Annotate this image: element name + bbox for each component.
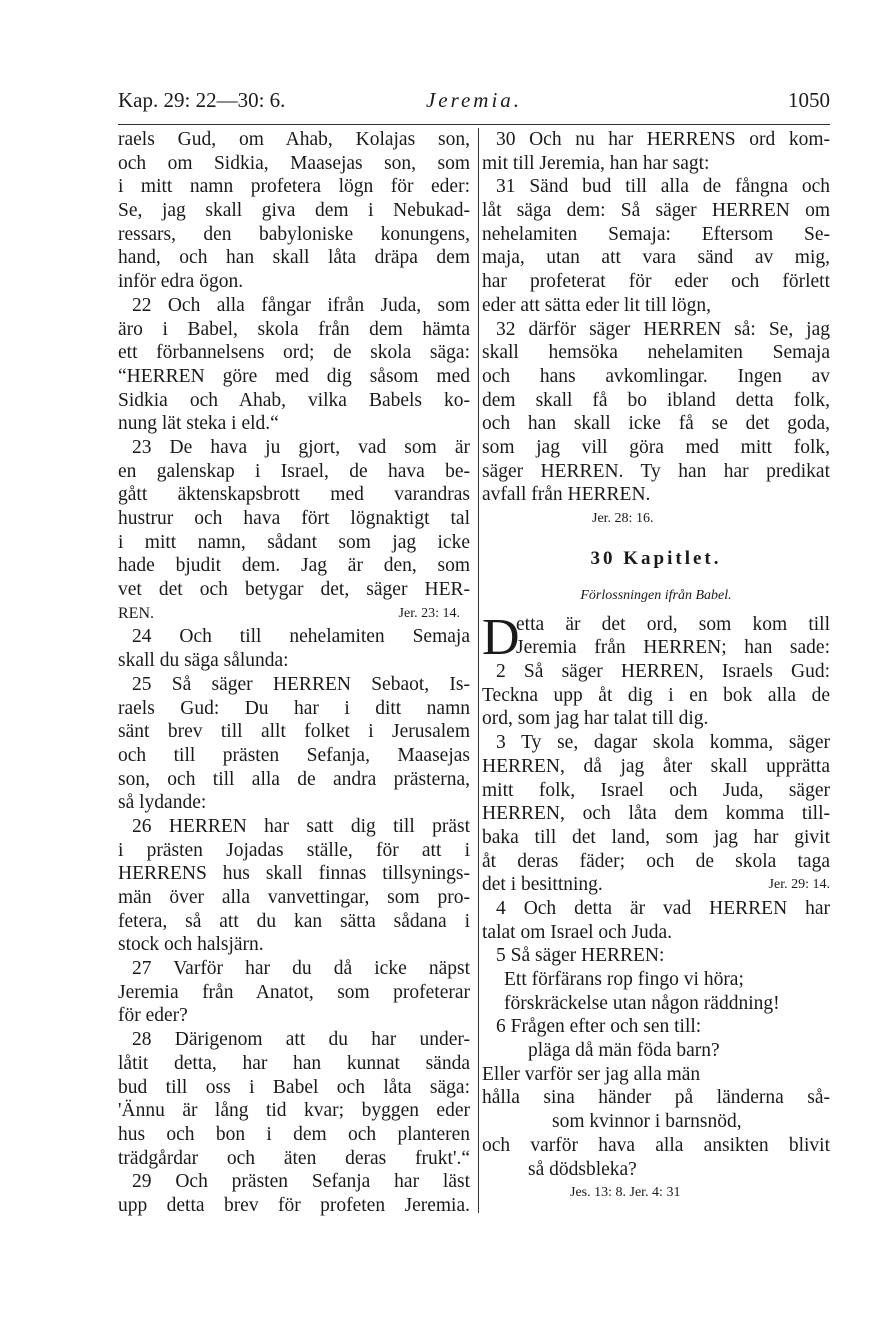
text-line: och varför hava alla ansikten blivit — [482, 1134, 830, 1156]
text-line: sänt brev till allt folket i Jerusalem — [118, 721, 470, 743]
text-line: etta är det ord, som kom till — [516, 613, 830, 635]
text-line: Ett förfärans rop fingo vi höra; — [504, 969, 744, 990]
text-line: son, och till alla de andra prästerna, — [118, 768, 470, 790]
text-line: och om Sidkia, Maasejas son, som — [118, 152, 470, 174]
text-line: mit till Jeremia, han har sagt: — [482, 152, 710, 174]
text-line: 27 Varför har du då icke näpst — [132, 958, 470, 980]
text-line: säger HERREN. Ty han har predikat — [482, 460, 830, 482]
text-line: 22 Och alla fångar ifrån Juda, som — [132, 294, 470, 316]
text-line: inför edra ögon. — [118, 271, 244, 293]
text-line: fetera, så att du kan sätta sådana i — [118, 910, 470, 932]
left-column — [118, 128, 470, 1218]
verse-block-4-5 — [482, 897, 830, 968]
text-line: trädgårdar och äten deras frukt'.“ — [118, 1147, 470, 1169]
text-line: raels Gud, om Ahab, Kolajas son, — [118, 129, 470, 150]
cross-reference: Jer. 28: 16. — [592, 511, 654, 526]
text-line: 6 Frågen efter och sen till: — [496, 1016, 702, 1038]
text-line: eder att sätta eder lit till lögn, — [482, 294, 712, 316]
text-line: upp detta brev för profeten Jeremia. — [118, 1194, 470, 1216]
page-number: 1050 — [788, 88, 830, 112]
text-line: förskräckelse utan någon räddning! — [504, 992, 780, 1014]
text-line: 30 Och nu har HERRENS ord kom- — [496, 129, 830, 150]
text-line: som kvinnor i barnsnöd, — [552, 1111, 742, 1133]
text-line: och han skall icke få se det goda, — [482, 413, 830, 435]
text-line: en galenskap i Israel, de hava be- — [118, 460, 470, 482]
text-line: stock och halsjärn. — [118, 934, 264, 956]
text-line: 2 Så säger HERREN, Israels Gud: — [496, 661, 830, 683]
text-line: så dödsbleka? — [528, 1158, 637, 1180]
text-line: 28 Därigenom att du har under- — [132, 1029, 470, 1051]
text-line: åt deras fäder; och de skola taga — [482, 850, 830, 872]
chapter-reference: Kap. 29: 22—30: 6. — [118, 88, 286, 112]
text-line: gått äktenskapsbrott med varandras — [118, 484, 470, 506]
text-line: dem skall få bo ibland detta folk, — [482, 389, 830, 411]
text-line: hade bjudit dem. Jag är den, som — [118, 555, 470, 577]
text-line: Jeremia från HERREN; han sade: — [516, 637, 830, 659]
text-line: Se, jag skall giva dem i Nebukad- — [118, 200, 470, 222]
text-line: äro i Babel, skola från dem hämta — [118, 318, 470, 340]
text-line: 32 därför säger HERREN så: Se, jag — [496, 318, 830, 340]
text-line: Teckna upp åt dig i en bok alla de — [482, 684, 830, 706]
text-line: mitt folk, Israel och Juda, säger — [482, 779, 830, 801]
text-line: ett förbannelsens ord; de skola säga: — [118, 342, 470, 364]
text-line: i prästen Jojadas ställe, för att i — [118, 839, 470, 861]
text-fragment: REN. — [118, 604, 154, 622]
text-line: vet det och betygar det, säger HER- — [118, 579, 470, 601]
text-line: maja, utan att vara sänd av mig, — [482, 247, 830, 269]
right-column — [482, 128, 830, 1205]
text-line: har profeterat för eder och förlett — [482, 271, 830, 293]
text-line: 'Ännu är lång tid kvar; byggen eder — [118, 1100, 470, 1122]
text-line: ressars, den babyloniske konungens, — [118, 223, 470, 245]
text-line: HERREN, och låta dem komma till- — [482, 803, 830, 825]
text-line: i mitt namn profetera lögn för eder: — [118, 176, 470, 198]
chapter-opening — [482, 608, 830, 666]
text-line: för eder? — [118, 1005, 188, 1027]
text-line: och hans avkomlingar. Ingen av — [482, 365, 830, 387]
text-line: skall du säga sålunda: — [118, 650, 289, 672]
drop-cap: D — [482, 608, 520, 666]
text-line: 29 Och prästen Sefanja har läst — [132, 1171, 470, 1193]
text-line: talat om Israel och Juda. — [482, 921, 673, 943]
text-line: och till prästen Sefanja, Maasejas — [118, 744, 470, 766]
text-line: baka till det land, som jag har givit — [482, 826, 830, 848]
text-line: hus och bon i dem och planteren — [118, 1123, 470, 1145]
text-line: avfall från HERREN. — [482, 484, 651, 506]
chapter-subtitle: Förlossningen ifrån Babel. — [580, 587, 732, 603]
text-line: 24 Och till nehelamiten Semaja — [132, 626, 470, 648]
text-line: så lydande: — [118, 792, 207, 814]
text-line: som jag vill göra med mitt folk, — [482, 436, 830, 458]
text-line: hustrur och hava fört lögnaktigt tal — [118, 508, 470, 529]
text-line: låtit detta, har han kunnat sända — [118, 1052, 470, 1074]
text-line: “HERREN göre med dig såsom med — [118, 365, 470, 387]
text-line-with-reference — [482, 873, 830, 897]
cross-reference: Jes. 13: 8. Jer. 4: 31 — [570, 1185, 681, 1201]
text-line-with-reference — [118, 602, 470, 626]
text-line: hand, och han skall låta dräpa dem — [118, 247, 470, 269]
text-line: hålla sina händer på länderna så- — [482, 1087, 830, 1109]
text-line: i mitt namn, sådant som jag icke — [118, 531, 470, 553]
text-line: raels Gud: Du har i ditt namn — [118, 697, 470, 719]
text-line: 4 Och detta är vad HERREN har — [496, 897, 830, 919]
book-title: Jeremia. — [425, 88, 523, 112]
text-line: nung lät steka i eld.“ — [118, 413, 279, 435]
text-line: pläga då män föda barn? — [528, 1040, 720, 1062]
text-line: Sidkia och Ahab, vilka Babels ko- — [118, 389, 470, 411]
cross-reference: Jer. 29: 14. — [768, 877, 830, 893]
verse-block-2-3 — [482, 660, 830, 897]
text-line: nehelamiten Semaja: Eftersom Se- — [482, 223, 830, 245]
text-line: HERRENS hus skall finnas tillsynings- — [118, 863, 470, 885]
text-line: Jeremia från Anatot, som profeterar — [118, 981, 470, 1003]
text-line: 3 Ty se, dagar skola komma, säger — [496, 732, 830, 754]
text-line: 23 De hava ju gjort, vad som är — [132, 436, 470, 458]
text-line: skall hemsöka nehelamiten Semaja — [482, 342, 830, 364]
text-line: 31 Sänd bud till alla de fångna och — [496, 176, 830, 198]
text-line: män över alla vanvettingar, som pro- — [118, 887, 470, 908]
text-line: bud till oss i Babel och låta säga: — [118, 1076, 470, 1098]
text-fragment: det i besittning. — [482, 874, 603, 896]
text-line: 25 Så säger HERREN Sebaot, Is- — [132, 673, 470, 695]
verse-block-30-32 — [482, 128, 830, 507]
text-line: 26 HERREN har satt dig till präst — [132, 815, 470, 837]
chapter-heading: 30 Kapitlet. — [590, 547, 722, 569]
running-header — [118, 88, 830, 118]
text-line: HERREN, då jag åter skall upprätta — [482, 755, 830, 777]
text-line: ord, som jag har talat till dig. — [482, 708, 709, 730]
text-line: låt säga dem: Så säger HERREN om — [482, 200, 830, 222]
text-line: Eller varför ser jag alla män — [482, 1063, 701, 1085]
header-rule — [118, 124, 830, 125]
cross-reference: Jer. 23: 14. — [398, 605, 460, 621]
column-divider — [478, 128, 479, 1213]
text-line: 5 Så säger HERREN: — [496, 945, 665, 967]
poem-block — [482, 968, 830, 1181]
